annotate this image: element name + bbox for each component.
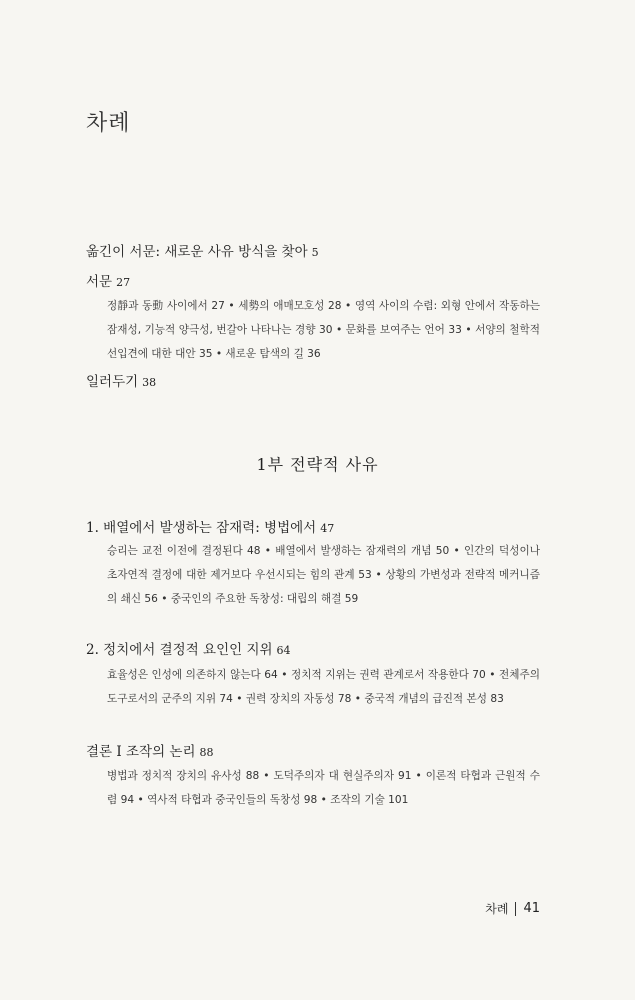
footer-label: 차례 xyxy=(485,902,509,916)
entry-page: 38 xyxy=(142,376,157,389)
entry-label: 옮긴이 서문: 새로운 사유 방식을 찾아 xyxy=(86,244,308,260)
toc-entry-preface xyxy=(86,270,130,290)
entry-label: 서문 xyxy=(86,274,113,290)
toc-entry-chapter-1 xyxy=(86,516,334,536)
toc-entry-notes xyxy=(86,370,156,390)
page-title: 차례 xyxy=(86,111,131,136)
entry-page: 64 xyxy=(276,644,291,657)
entry-page: 47 xyxy=(320,522,335,535)
entry-label: 2. 정치에서 결정적 요인인 지위 xyxy=(86,642,273,658)
toc-sub-chapter-2: 효율성은 인성에 의존하지 않는다 64 • 정치적 지위는 권력 관계로서 작용한다 70 • 전체주의 도구로서의 군주의 지위 74 • 권력 장치의 자동성 78 • 중국적 개념의 급진적 본성 83 xyxy=(107,669,540,705)
toc-sub-preface: 정靜과 동動 사이에서 27 • 세勢의 애매모호성 28 • 영역 사이의 수렴: 외형 안에서 작동하는 잠재성, 기능적 양극성, 번갈아 나타나는 경향 30 • 문화를 보여주는 언어 33 • 서양의 철학적 선입견에 대한 대안 35 • 새로운 탐색의 길 36 xyxy=(107,300,540,360)
page-number: 41 xyxy=(523,901,540,916)
part-heading: 1부 전략적 사유 xyxy=(256,455,379,474)
entry-page: 5 xyxy=(311,246,319,259)
toc-sub-conclusion: 병법과 정치적 장치의 유사성 88 • 도덕주의자 대 현실주의자 91 • 이론적 타협과 근원적 수렴 94 • 역사적 타협과 중국인들의 독창성 98 • 조작의 기술 101 xyxy=(107,770,540,806)
entry-label: 결론 I 조작의 논리 xyxy=(86,744,196,760)
entry-page: 88 xyxy=(199,746,214,759)
footer-divider xyxy=(515,902,516,916)
entry-label: 1. 배열에서 발생하는 잠재력: 병법에서 xyxy=(86,520,317,536)
toc-sub-chapter-1: 승리는 교전 이전에 결정된다 48 • 배열에서 발생하는 잠재력의 개념 50 • 인간의 덕성이나 초자연적 결정에 대한 제거보다 우선시되는 힘의 관계 53 • 상황의 가변성과 전략적 메커니즘의 쇄신 56 • 중국인의 주요한 독창성: 대립의 해결 59 xyxy=(107,545,540,605)
entry-label: 일러두기 xyxy=(86,374,139,390)
toc-entry-conclusion xyxy=(86,740,214,760)
entry-page: 27 xyxy=(116,276,131,289)
toc-entry-translator-preface xyxy=(86,240,319,260)
toc-entry-chapter-2 xyxy=(86,638,291,658)
running-footer xyxy=(485,900,540,917)
